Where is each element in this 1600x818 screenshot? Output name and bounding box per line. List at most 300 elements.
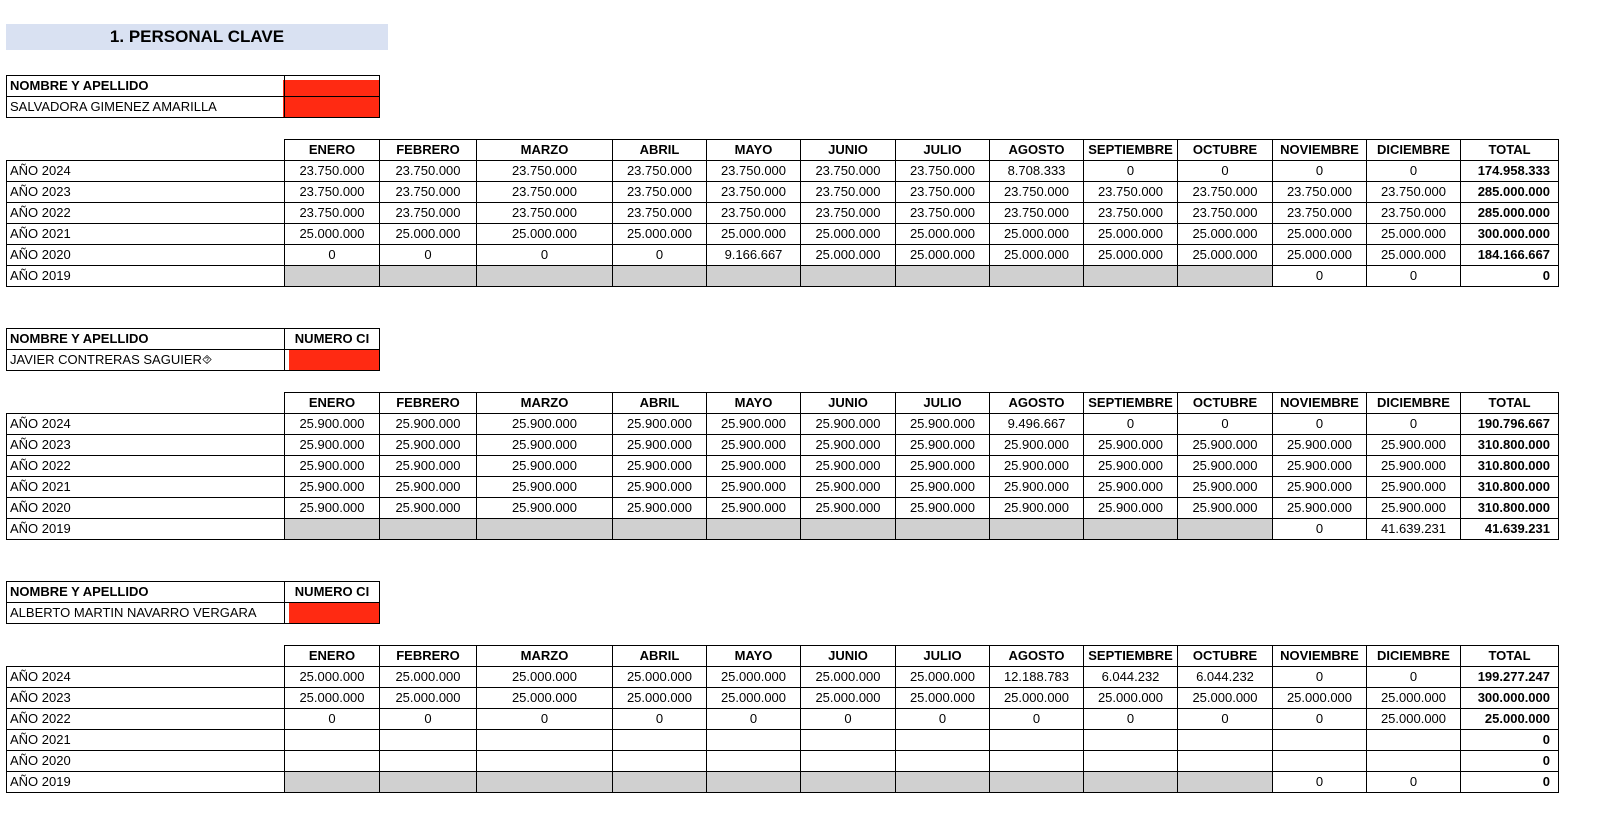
month-cell[interactable]: 25.000.000: [896, 224, 990, 245]
month-cell[interactable]: 25.000.000: [380, 688, 477, 709]
month-cell[interactable]: 25.000.000: [990, 688, 1084, 709]
month-cell[interactable]: 0: [801, 709, 896, 730]
month-cell[interactable]: 23.750.000: [896, 182, 990, 203]
year-label: AÑO 2019: [7, 772, 285, 793]
ci-label: NUMERO CI: [285, 329, 380, 350]
column-header: AGOSTO: [990, 140, 1084, 161]
table-row: [7, 245, 1559, 266]
total-cell[interactable]: 199.277.247: [1461, 667, 1559, 688]
month-cell[interactable]: 25.900.000: [1367, 477, 1461, 498]
month-cell[interactable]: 25.900.000: [707, 498, 801, 519]
month-cell[interactable]: 23.750.000: [1273, 182, 1367, 203]
month-cell[interactable]: 0: [1367, 667, 1461, 688]
column-header: MAYO: [707, 140, 801, 161]
month-cell[interactable]: 25.900.000: [477, 456, 613, 477]
ci-label: NUMERO CI: [285, 582, 380, 603]
total-cell[interactable]: 310.800.000: [1461, 477, 1559, 498]
month-cell[interactable]: 25.000.000: [1084, 224, 1178, 245]
column-header: FEBRERO: [380, 140, 477, 161]
month-cell[interactable]: 25.000.000: [1273, 224, 1367, 245]
total-cell[interactable]: 310.800.000: [1461, 435, 1559, 456]
year-label: AÑO 2020: [7, 751, 285, 772]
column-header: OCTUBRE: [1178, 646, 1273, 667]
column-header: DICIEMBRE: [1367, 393, 1461, 414]
month-cell[interactable]: 25.900.000: [990, 498, 1084, 519]
year-label: AÑO 2023: [7, 182, 285, 203]
month-cell[interactable]: 25.900.000: [1273, 477, 1367, 498]
month-cell[interactable]: 23.750.000: [1084, 182, 1178, 203]
month-cell[interactable]: 25.000.000: [896, 245, 990, 266]
month-cell[interactable]: 25.000.000: [1367, 224, 1461, 245]
month-cell[interactable]: 25.900.000: [990, 435, 1084, 456]
month-cell[interactable]: 25.900.000: [1178, 498, 1273, 519]
month-cell[interactable]: 25.900.000: [477, 414, 613, 435]
column-header: ENERO: [285, 140, 380, 161]
month-cell[interactable]: 0: [1273, 519, 1367, 540]
month-cell[interactable]: 25.900.000: [285, 477, 380, 498]
month-cell[interactable]: 0: [1178, 161, 1273, 182]
year-label: AÑO 2024: [7, 161, 285, 182]
month-cell[interactable]: 25.900.000: [1367, 498, 1461, 519]
month-cell[interactable]: 23.750.000: [1367, 203, 1461, 224]
month-cell[interactable]: 25.900.000: [801, 435, 896, 456]
month-cell[interactable]: [801, 266, 896, 287]
month-cell[interactable]: 25.900.000: [380, 435, 477, 456]
month-cell[interactable]: [1178, 266, 1273, 287]
salary-table: [6, 645, 1559, 793]
salary-table: [6, 392, 1559, 540]
total-cell[interactable]: 0: [1461, 266, 1559, 287]
month-cell[interactable]: 25.900.000: [1367, 435, 1461, 456]
month-cell[interactable]: 23.750.000: [613, 203, 707, 224]
month-cell[interactable]: [380, 772, 477, 793]
month-cell[interactable]: 25.000.000: [380, 667, 477, 688]
month-cell[interactable]: 8.708.333: [990, 161, 1084, 182]
month-cell[interactable]: 0: [285, 245, 380, 266]
total-cell[interactable]: 285.000.000: [1461, 182, 1559, 203]
month-cell[interactable]: 25.000.000: [1367, 688, 1461, 709]
month-cell[interactable]: 25.000.000: [801, 245, 896, 266]
column-header: AGOSTO: [990, 393, 1084, 414]
month-cell[interactable]: 25.000.000: [613, 224, 707, 245]
month-cell[interactable]: [1178, 730, 1273, 751]
month-cell[interactable]: 25.900.000: [477, 477, 613, 498]
month-cell[interactable]: 23.750.000: [380, 182, 477, 203]
month-cell[interactable]: 25.900.000: [380, 456, 477, 477]
column-header: FEBRERO: [380, 646, 477, 667]
month-cell[interactable]: [896, 519, 990, 540]
total-cell[interactable]: 41.639.231: [1461, 519, 1559, 540]
month-cell[interactable]: 23.750.000: [285, 203, 380, 224]
month-cell[interactable]: 25.900.000: [801, 498, 896, 519]
total-cell[interactable]: 184.166.667: [1461, 245, 1559, 266]
month-cell[interactable]: 25.900.000: [707, 435, 801, 456]
month-cell[interactable]: 25.900.000: [1084, 456, 1178, 477]
month-cell[interactable]: 0: [1273, 266, 1367, 287]
year-label: AÑO 2023: [7, 435, 285, 456]
month-cell[interactable]: 6.044.232: [1178, 667, 1273, 688]
column-header: FEBRERO: [380, 393, 477, 414]
month-cell[interactable]: 23.750.000: [990, 203, 1084, 224]
column-header: DICIEMBRE: [1367, 140, 1461, 161]
month-cell[interactable]: [613, 519, 707, 540]
month-cell[interactable]: 0: [1273, 161, 1367, 182]
header-row: [7, 646, 1559, 667]
person-name[interactable]: JAVIER CONTRERAS SAGUIER⯑: [7, 350, 285, 371]
month-cell[interactable]: 25.000.000: [285, 688, 380, 709]
month-cell[interactable]: 25.900.000: [801, 414, 896, 435]
month-cell[interactable]: 25.000.000: [285, 224, 380, 245]
month-cell[interactable]: 23.750.000: [801, 203, 896, 224]
month-cell[interactable]: 25.000.000: [707, 224, 801, 245]
month-cell[interactable]: 25.900.000: [707, 414, 801, 435]
month-cell[interactable]: 0: [1367, 266, 1461, 287]
month-cell[interactable]: 25.000.000: [477, 688, 613, 709]
month-cell[interactable]: 25.000.000: [707, 667, 801, 688]
month-cell[interactable]: [990, 519, 1084, 540]
month-cell[interactable]: 25.000.000: [990, 245, 1084, 266]
month-cell[interactable]: 25.900.000: [896, 456, 990, 477]
month-cell[interactable]: 25.900.000: [477, 498, 613, 519]
month-cell[interactable]: 23.750.000: [1178, 203, 1273, 224]
month-cell[interactable]: 25.900.000: [896, 435, 990, 456]
month-cell[interactable]: [477, 751, 613, 772]
month-cell[interactable]: 23.750.000: [707, 182, 801, 203]
month-cell[interactable]: 25.900.000: [990, 477, 1084, 498]
month-cell[interactable]: 25.000.000: [613, 688, 707, 709]
month-cell[interactable]: 41.639.231: [1367, 519, 1461, 540]
month-cell[interactable]: 25.900.000: [285, 414, 380, 435]
month-cell[interactable]: [477, 730, 613, 751]
month-cell[interactable]: 25.000.000: [801, 688, 896, 709]
month-cell[interactable]: 0: [477, 709, 613, 730]
month-cell[interactable]: 25.900.000: [1178, 456, 1273, 477]
month-cell[interactable]: 0: [1367, 772, 1461, 793]
header-row: [7, 140, 1559, 161]
month-cell[interactable]: [1367, 751, 1461, 772]
table-row: [7, 688, 1559, 709]
section-title: 1. PERSONAL CLAVE: [6, 24, 388, 50]
month-cell[interactable]: [613, 751, 707, 772]
month-cell[interactable]: [801, 751, 896, 772]
year-label: AÑO 2021: [7, 224, 285, 245]
month-cell[interactable]: 25.900.000: [896, 498, 990, 519]
month-cell[interactable]: 23.750.000: [477, 161, 613, 182]
month-cell[interactable]: [896, 730, 990, 751]
month-cell[interactable]: 25.900.000: [1178, 477, 1273, 498]
column-header: AGOSTO: [990, 646, 1084, 667]
month-cell[interactable]: 23.750.000: [1084, 203, 1178, 224]
ci-value-redacted: [285, 350, 380, 371]
month-cell[interactable]: 25.000.000: [707, 688, 801, 709]
total-cell[interactable]: 174.958.333: [1461, 161, 1559, 182]
total-cell[interactable]: 0: [1461, 751, 1559, 772]
name-label: NOMBRE Y APELLIDO: [7, 76, 285, 97]
month-cell[interactable]: [1178, 772, 1273, 793]
month-cell[interactable]: 25.900.000: [1084, 498, 1178, 519]
month-cell[interactable]: [285, 751, 380, 772]
month-cell[interactable]: 25.900.000: [477, 435, 613, 456]
month-cell[interactable]: [1084, 772, 1178, 793]
total-cell[interactable]: 300.000.000: [1461, 688, 1559, 709]
month-cell[interactable]: 25.900.000: [990, 456, 1084, 477]
column-header: JUNIO: [801, 393, 896, 414]
month-cell[interactable]: 12.188.783: [990, 667, 1084, 688]
month-cell[interactable]: 25.900.000: [1367, 456, 1461, 477]
month-cell[interactable]: [285, 519, 380, 540]
year-label: AÑO 2023: [7, 688, 285, 709]
month-cell[interactable]: 0: [477, 245, 613, 266]
month-cell[interactable]: 25.000.000: [1084, 245, 1178, 266]
table-row: [7, 667, 1559, 688]
month-cell[interactable]: [1084, 751, 1178, 772]
month-cell[interactable]: [380, 751, 477, 772]
month-cell[interactable]: 25.900.000: [1178, 435, 1273, 456]
month-cell[interactable]: 25.900.000: [1084, 435, 1178, 456]
month-cell[interactable]: 0: [1273, 667, 1367, 688]
column-header: JULIO: [896, 140, 990, 161]
total-cell[interactable]: 25.000.000: [1461, 709, 1559, 730]
month-cell[interactable]: 25.900.000: [896, 414, 990, 435]
total-cell[interactable]: 310.800.000: [1461, 456, 1559, 477]
month-cell[interactable]: 25.900.000: [1273, 498, 1367, 519]
month-cell[interactable]: 23.750.000: [707, 203, 801, 224]
month-cell[interactable]: [707, 266, 801, 287]
month-cell[interactable]: 25.000.000: [285, 667, 380, 688]
month-cell[interactable]: 25.900.000: [896, 477, 990, 498]
total-cell[interactable]: 285.000.000: [1461, 203, 1559, 224]
month-cell[interactable]: [1084, 266, 1178, 287]
month-cell[interactable]: 0: [380, 709, 477, 730]
column-header: SEPTIEMBRE: [1084, 646, 1178, 667]
month-cell[interactable]: [1367, 730, 1461, 751]
person-id-table: [6, 328, 380, 371]
month-cell[interactable]: 25.900.000: [1273, 456, 1367, 477]
salary-table: [6, 139, 1559, 287]
total-cell[interactable]: 0: [1461, 730, 1559, 751]
month-cell[interactable]: [990, 730, 1084, 751]
month-cell[interactable]: 25.000.000: [380, 224, 477, 245]
month-cell[interactable]: [613, 730, 707, 751]
month-cell[interactable]: [1084, 730, 1178, 751]
total-cell[interactable]: 190.796.667: [1461, 414, 1559, 435]
month-cell[interactable]: 25.000.000: [1178, 688, 1273, 709]
column-header: MARZO: [477, 393, 613, 414]
month-cell[interactable]: 25.900.000: [707, 477, 801, 498]
month-cell[interactable]: 9.166.667: [707, 245, 801, 266]
year-label: AÑO 2021: [7, 730, 285, 751]
month-cell[interactable]: [707, 772, 801, 793]
month-cell[interactable]: 25.000.000: [896, 667, 990, 688]
month-cell[interactable]: [707, 730, 801, 751]
table-row: [7, 751, 1559, 772]
month-cell[interactable]: 25.000.000: [477, 667, 613, 688]
month-cell[interactable]: [801, 772, 896, 793]
month-cell[interactable]: 0: [613, 709, 707, 730]
person-name[interactable]: ALBERTO MARTIN NAVARRO VERGARA: [7, 603, 285, 624]
month-cell[interactable]: [613, 772, 707, 793]
month-cell[interactable]: 23.750.000: [1367, 182, 1461, 203]
month-cell[interactable]: 9.496.667: [990, 414, 1084, 435]
month-cell[interactable]: 23.750.000: [380, 161, 477, 182]
month-cell[interactable]: [801, 730, 896, 751]
column-header: TOTAL: [1461, 646, 1559, 667]
total-cell[interactable]: 300.000.000: [1461, 224, 1559, 245]
column-header: ABRIL: [613, 646, 707, 667]
month-cell[interactable]: 0: [1084, 161, 1178, 182]
month-cell[interactable]: [285, 266, 380, 287]
month-cell[interactable]: [1178, 519, 1273, 540]
redaction-mark: [289, 603, 379, 624]
month-cell[interactable]: 23.750.000: [285, 161, 380, 182]
month-cell[interactable]: 0: [1178, 414, 1273, 435]
month-cell[interactable]: [613, 266, 707, 287]
column-header: OCTUBRE: [1178, 393, 1273, 414]
month-cell[interactable]: 23.750.000: [990, 182, 1084, 203]
month-cell[interactable]: 25.900.000: [380, 414, 477, 435]
column-header: MAYO: [707, 646, 801, 667]
month-cell[interactable]: 25.900.000: [613, 456, 707, 477]
table-row: [7, 414, 1559, 435]
table-row: [7, 709, 1559, 730]
month-cell[interactable]: [477, 772, 613, 793]
month-cell[interactable]: 0: [990, 709, 1084, 730]
month-cell[interactable]: 23.750.000: [613, 182, 707, 203]
month-cell[interactable]: [1273, 730, 1367, 751]
month-cell[interactable]: 25.900.000: [380, 498, 477, 519]
month-cell[interactable]: 0: [1367, 414, 1461, 435]
month-cell[interactable]: 25.000.000: [1273, 688, 1367, 709]
month-cell[interactable]: 25.000.000: [896, 688, 990, 709]
month-cell[interactable]: [801, 519, 896, 540]
month-cell[interactable]: 25.000.000: [1367, 245, 1461, 266]
month-cell[interactable]: [990, 266, 1084, 287]
month-cell[interactable]: 23.750.000: [477, 182, 613, 203]
month-cell[interactable]: 25.000.000: [1273, 245, 1367, 266]
month-cell[interactable]: 23.750.000: [285, 182, 380, 203]
month-cell[interactable]: [1084, 519, 1178, 540]
month-cell[interactable]: [896, 266, 990, 287]
month-cell[interactable]: 0: [707, 709, 801, 730]
month-cell[interactable]: 23.750.000: [707, 161, 801, 182]
month-cell[interactable]: 25.900.000: [613, 414, 707, 435]
table-row: [7, 772, 1559, 793]
month-cell[interactable]: 25.000.000: [1178, 224, 1273, 245]
total-cell[interactable]: 0: [1461, 772, 1559, 793]
month-cell[interactable]: 0: [1273, 772, 1367, 793]
month-cell[interactable]: 23.750.000: [1273, 203, 1367, 224]
month-cell[interactable]: [380, 266, 477, 287]
year-label: AÑO 2024: [7, 667, 285, 688]
column-header: NOVIEMBRE: [1273, 393, 1367, 414]
table-row: [7, 161, 1559, 182]
month-cell[interactable]: 25.900.000: [613, 477, 707, 498]
month-cell[interactable]: 0: [1084, 709, 1178, 730]
column-header: JUNIO: [801, 140, 896, 161]
header-row: [7, 393, 1559, 414]
month-cell[interactable]: 23.750.000: [477, 203, 613, 224]
name-label: NOMBRE Y APELLIDO: [7, 582, 285, 603]
table-row: [7, 498, 1559, 519]
month-cell[interactable]: 6.044.232: [1084, 667, 1178, 688]
month-cell[interactable]: 25.000.000: [801, 667, 896, 688]
redaction-mark: [289, 97, 379, 118]
month-cell[interactable]: [707, 519, 801, 540]
month-cell[interactable]: 25.900.000: [285, 456, 380, 477]
month-cell[interactable]: 25.900.000: [801, 477, 896, 498]
month-cell[interactable]: [1178, 751, 1273, 772]
table-row: [7, 224, 1559, 245]
month-cell[interactable]: 23.750.000: [801, 182, 896, 203]
month-cell[interactable]: [896, 751, 990, 772]
month-cell[interactable]: 25.900.000: [707, 456, 801, 477]
table-row: [7, 456, 1559, 477]
year-label: AÑO 2020: [7, 245, 285, 266]
year-label: AÑO 2022: [7, 456, 285, 477]
month-cell[interactable]: 25.000.000: [1367, 709, 1461, 730]
ci-value-redacted: [285, 97, 380, 118]
month-cell[interactable]: 25.000.000: [990, 224, 1084, 245]
month-cell[interactable]: 0: [896, 709, 990, 730]
month-cell[interactable]: [896, 772, 990, 793]
month-cell[interactable]: [477, 266, 613, 287]
month-cell[interactable]: 25.000.000: [1084, 688, 1178, 709]
month-cell[interactable]: [285, 730, 380, 751]
month-cell[interactable]: 23.750.000: [613, 161, 707, 182]
month-cell[interactable]: 25.900.000: [801, 456, 896, 477]
month-cell[interactable]: 25.900.000: [285, 498, 380, 519]
month-cell[interactable]: 0: [285, 709, 380, 730]
month-cell[interactable]: 23.750.000: [1178, 182, 1273, 203]
month-cell[interactable]: 0: [1273, 709, 1367, 730]
month-cell[interactable]: 25.000.000: [1178, 245, 1273, 266]
month-cell[interactable]: 0: [1084, 414, 1178, 435]
month-cell[interactable]: [380, 730, 477, 751]
month-cell[interactable]: 23.750.000: [801, 161, 896, 182]
month-cell[interactable]: 25.900.000: [285, 435, 380, 456]
month-cell[interactable]: 23.750.000: [896, 161, 990, 182]
month-cell[interactable]: 25.900.000: [613, 435, 707, 456]
month-cell[interactable]: 23.750.000: [380, 203, 477, 224]
month-cell[interactable]: 0: [1178, 709, 1273, 730]
month-cell[interactable]: 25.000.000: [613, 667, 707, 688]
column-header: MAYO: [707, 393, 801, 414]
month-cell[interactable]: [990, 772, 1084, 793]
month-cell[interactable]: 25.000.000: [477, 224, 613, 245]
column-header: SEPTIEMBRE: [1084, 140, 1178, 161]
month-cell[interactable]: [1273, 751, 1367, 772]
month-cell[interactable]: [707, 751, 801, 772]
month-cell[interactable]: 25.900.000: [1084, 477, 1178, 498]
month-cell[interactable]: 0: [613, 245, 707, 266]
month-cell[interactable]: [477, 519, 613, 540]
month-cell[interactable]: 25.000.000: [801, 224, 896, 245]
month-cell[interactable]: 25.900.000: [1273, 435, 1367, 456]
month-cell[interactable]: [990, 751, 1084, 772]
table-row: [7, 477, 1559, 498]
month-cell[interactable]: 25.900.000: [613, 498, 707, 519]
month-cell[interactable]: 23.750.000: [896, 203, 990, 224]
month-cell[interactable]: [285, 772, 380, 793]
redaction-mark: [289, 350, 379, 371]
month-cell[interactable]: 0: [380, 245, 477, 266]
month-cell[interactable]: [380, 519, 477, 540]
month-cell[interactable]: 25.900.000: [380, 477, 477, 498]
month-cell[interactable]: 0: [1273, 414, 1367, 435]
person-name[interactable]: SALVADORA GIMENEZ AMARILLA: [7, 97, 285, 118]
month-cell[interactable]: 0: [1367, 161, 1461, 182]
total-cell[interactable]: 310.800.000: [1461, 498, 1559, 519]
